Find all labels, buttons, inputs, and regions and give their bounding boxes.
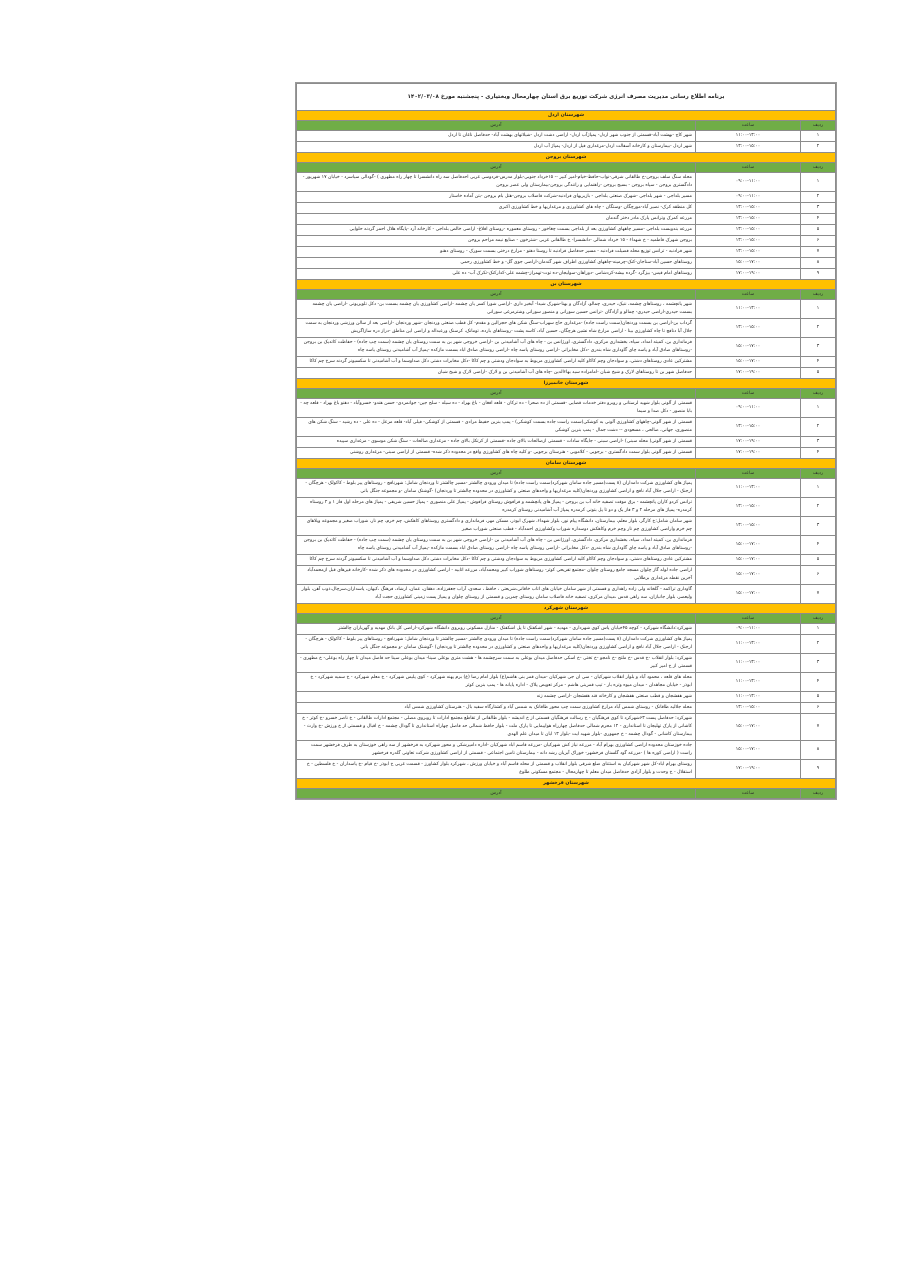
section-title: شهرستان فرخشهر — [297, 779, 836, 789]
table-row — [297, 448, 836, 459]
row-number-cell: ۵ — [801, 368, 836, 379]
column-header-address: آدرس — [297, 163, 696, 173]
row-number-cell: ۱ — [801, 131, 836, 142]
address-cell: شهرکرد: حدفاصل پست ۶۳شهرکرد تا کوی فرهنگیان - خ رسالت فرهنگیان قسمتی از خ اندیشه - بلوار طالقانی از تقاطع مجتمع ادارات تا روبروی مصلی - مجتمع ادارات طالقانی - خ ناصر خسرو -خ کوثر - خ کاشانی از پارک تهلیجان تا استانداری - ۱۲ محرم شمالی حدفاصل چهارراه هواپیمایی تا پارک ملت - بلوار حافظ شمالی حد فاصل چهاراه استانداری تا گودال چشمه - خ اقبال و قسمتی از خ ورزش -خ وارث - بیمارستان کاشانی - گودال چشمه - خ جمهوری -بلوار شهید ایت -بلوار ۱۳ ابان تا میدان علم الهدی — [297, 714, 696, 741]
address-cell: گاوداری تراکمه - گلخانه ولی زاده راهداری و قسمتی از شهر سامان خیابان های اتاب خاقانی،شریعتی ، حافظ ، سعدی، آراب جعفرزاده، دهقان، عمان، ارشاد، فرهنگ ،کیهان، پاسداران،سرچال،ذوب آهن، بلوار ولیعصر، بلوار جانبازان، سه راهی قدس ،میدان مرکزی، تصفیه خانه فاضلاب سامان روستای چمزین و قسمتی از روستای چلوان و پمپاژ پست زمینی کشاورزی حجت آباد — [297, 585, 696, 604]
time-cell: ۱۵:۰۰-۱۷:۰۰ — [696, 714, 801, 741]
table-row — [297, 585, 836, 604]
row-number-cell: ۴ — [801, 214, 836, 225]
row-number-cell: ۲ — [801, 142, 836, 153]
column-header-row — [297, 389, 836, 399]
table-row — [297, 673, 836, 692]
table-row — [297, 225, 836, 236]
column-header-address: آدرس — [297, 614, 696, 624]
address-cell: بروجن شهرک فاطمیه - خ شهداء - ۱۵ خرداد شمالی -دانشسرا- خ طالقانی غربی -شترخون - صنایع نیمه مزاحم بروجن — [297, 236, 696, 247]
table-row — [297, 173, 836, 192]
address-cell: قسمتی از آلونی بلوار شهید لرستانی و روبرو دفتر خدمات قضایی -قسمتی از ده صحرا - ده ترکان - قلعه افغان - باغ بهزاد - ده سیله - سلح جین- جوانمردی- حسن هندو- خسروآباد - دهنو باغ بهزاد - قلعه چه - بابا منصور - دکل صدا و سیما — [297, 399, 696, 418]
time-cell: ۱۳:۰۰-۱۵:۰۰ — [696, 247, 801, 258]
row-number-cell: ۴ — [801, 673, 836, 692]
table-row — [297, 399, 836, 418]
address-cell: فرمانداری بن، کمیته امداد، سپاه، بخشداری مرکزی، دادگستری، اورژانس بن - چاه های آب آشامیدنی بن -اراضی خروجی شهر بن به سمت روستای یان چشمه (سمت چپ جاده) - حفاظت کاتدیک بن بروجن -روستاهای صادق آباد و پاسه چای گاوداری شاه بندری -دکل مخابراتی -اراضی روستای پاسه چاه -اراضی روستای صادق اباد بسمت مازکده -پمپاژ آب آشامیدنی روستای یاسه چاه — [297, 338, 696, 357]
address-cell: محله جلالیه طاقانک - روستای شمس آباد مزارع کشاورزی سمت چپ محور طاقانک به شمس آباد و کشتارگاه سفید بال - هنرستان کشاورزی شمس آباد — [297, 703, 696, 714]
time-cell: ۱۳:۰۰-۱۵:۰۰ — [696, 498, 801, 517]
row-number-cell: ۵ — [801, 555, 836, 566]
column-header-row-number: ردیف — [801, 389, 836, 399]
time-cell: ۱۱:۰۰-۱۳:۰۰ — [696, 654, 801, 673]
table-row — [297, 714, 836, 741]
row-number-cell: ۳ — [801, 203, 836, 214]
address-cell: شهر یانچشمه ، روستاهای چشمه، ننیک، حیدری، چمالو، آزادگان و بهنا-شهرک شیدا- آبخیز داری -اراضی شورا کسر یان چشمه -اراضی کشاورزی یان چشمه بسمت بن- دکل تلویزیونی -اراضی یان چشمه بسمت حیدری-اراضی حیدری- چمالو و آزادگان -ترانس حسین سورانی و منصور سورانی وشترمرغی سورانی — [297, 300, 696, 319]
row-number-cell: ۶ — [801, 566, 836, 585]
table-row — [297, 437, 836, 448]
row-number-cell: ۲ — [801, 319, 836, 338]
column-header-row-number: ردیف — [801, 789, 836, 799]
table-row — [297, 357, 836, 368]
time-cell: ۱۱:۰۰-۱۳:۰۰ — [696, 131, 801, 142]
address-cell: شهر کاج -بهشت آباد-قسمتی از جنوب شهر اردل- پمپاژآب اردل- اراضی دشت اردل -شیلاتهای بهشت آباد- حدفاصل ناغان تا اردل — [297, 131, 696, 142]
address-cell: مسیر بلداجی - شهر بلداجی -شهرک صنعتی بلداجی - بازیرپهای فرادنبه-شرکت فاضلاب بروجن-هتل بام بروجن -بتن آماده خاستار — [297, 192, 696, 203]
row-number-cell: ۳ — [801, 338, 836, 357]
time-cell: ۱۱:۰۰-۱۳:۰۰ — [696, 673, 801, 692]
row-number-cell: ۳ — [801, 517, 836, 536]
row-number-cell: ۹ — [801, 760, 836, 779]
address-cell: فرمانداری بن، کمیته امداد، سپاه، بخشداری مرکزی، دادگستری، اورژانس بن - چاه های آب آشامیدنی بن -اراضی خروجی شهر بن به سمت روستای یان چشمه (سمت چپ جاده) - حفاظت کاتدیک بن بروجن -روستاهای صادق آباد و پاسه چای گاوداری شاه بندری -دکل مخابراتی -اراضی روستای پاسه چاه -اراضی روستای صادق اباد بسمت مازکده -پمپاژ آب آشامیدنی روستای یاسه چاه — [297, 536, 696, 555]
row-number-cell: ۴ — [801, 448, 836, 459]
row-number-cell: ۴ — [801, 357, 836, 368]
column-header-row-number: ردیف — [801, 163, 836, 173]
time-cell: ۱۳:۰۰-۱۵:۰۰ — [696, 214, 801, 225]
table-row — [297, 203, 836, 214]
column-header-row-number: ردیف — [801, 290, 836, 300]
address-cell: گرداب بن-اراضی بن بسمت وردنجان(سمت راست جاده) -مرغداری حاج سهراب-سنگ شکن های حجرالین و مقدم- کل قطب صنعتی وردنجان -شهر وردنجان -اراضی بعد از سالن ورزشی وردنجان به سمت جلال آبا دنافچ تا چاه کشاورزی بینا - اراضی مزارع شاه نشین هرچگان، حسین آباد، کاسه پشت -روستاهای بارده، تومانک، کرسنک ورعبداله و اراضی این مناطق -دراز دره سازاگریش — [297, 319, 696, 338]
time-cell: ۱۵:۰۰-۱۷:۰۰ — [696, 536, 801, 555]
table-row — [297, 247, 836, 258]
row-number-cell: ۱ — [801, 399, 836, 418]
table-row — [297, 692, 836, 703]
table-row — [297, 624, 836, 635]
time-cell: ۱۳:۰۰-۱۵:۰۰ — [696, 142, 801, 153]
time-cell: ۱۵:۰۰-۱۷:۰۰ — [696, 585, 801, 604]
section-title: شهرستان خانمیرزا — [297, 379, 836, 389]
time-cell: ۱۵:۰۰-۱۷:۰۰ — [696, 566, 801, 585]
address-cell: ترانس کردو کاران پانچشمه - برق موقت تصفیه خانه آب بن بروجن - پمپاژ های پانچشمه و فرافوش روستای فرافوش - پمپاژ علی منصوری - پمپاژ حسین شریفی - پمپاژ های مرحله اول فاز ۱ و ۲ روستاه کرمدره- پمپاژ های مرحله ۲ و ۳ فاز یک و دو تا پل بتونی کرمدره پمپاژ آب آشامیدنی روستای کرمدره — [297, 498, 696, 517]
column-header-address: آدرس — [297, 389, 696, 399]
table-row — [297, 741, 836, 760]
row-number-cell: ۴ — [801, 536, 836, 555]
section-title: شهرستان بن — [297, 280, 836, 290]
row-number-cell: ۱ — [801, 624, 836, 635]
row-number-cell: ۱ — [801, 479, 836, 498]
section-header-row — [297, 604, 836, 614]
time-cell: ۰۹:۰۰-۱۱:۰۰ — [696, 399, 801, 418]
row-number-cell: ۱ — [801, 173, 836, 192]
section-title: شهرستان بروجن — [297, 153, 836, 163]
time-cell: ۰۹:۰۰-۱۱:۰۰ — [696, 624, 801, 635]
row-number-cell: ۵ — [801, 692, 836, 703]
time-cell: ۱۳:۰۰-۱۵:۰۰ — [696, 703, 801, 714]
section-header-row — [297, 379, 836, 389]
row-number-cell: ۱ — [801, 300, 836, 319]
column-header-address: آدرس — [297, 121, 696, 131]
address-cell: قسمتی از شهر آلونی( محله سبنی) -اراضی سبنی - جایگاه سادات - قسمتی ازصالحات بالای جاده -قسمتی از کرتکل بالای جاده - مرغداری صالحات - سنگ شکن موسوی - مرغداری سپیده — [297, 437, 696, 448]
row-number-cell: ۷ — [801, 714, 836, 741]
section-header-row — [297, 459, 836, 469]
document-title: برنامه اطلاع رسانی مدیریت مصرف انرژی شرکت توزیع برق استان چهارمحال وبختیاری - پنجشنبه مورخ ۱۴۰۲/۰۳/۰۸ — [297, 84, 836, 111]
address-cell: پمپاژ های کشاورزی شرکت دامداران (۸ پست(مسیر جاده سامان شهرکرد(سمت راست جاده) تا میدان ورودی چالشتر -مسیر چالشتر تا وردنجان شامل: شهرنافچ - روستاهای پیر بلوط - کاکولک - هرچگان - ارجنک - اراضی جلال آباد نافچ و اراضی کشاورزی وردنجان(کلیه مرغداریها و واحدهای صنعتی و کشاورزی در محدوده چالشتر تا وردنجان) -گوشتک سامان -و مجموعه جنگل بانی — [297, 479, 696, 498]
table-row — [297, 760, 836, 779]
time-cell: ۱۷:۰۰-۱۹:۰۰ — [696, 760, 801, 779]
time-cell: ۱۳:۰۰-۱۵:۰۰ — [696, 418, 801, 437]
outage-schedule-sheet — [295, 82, 837, 800]
address-cell: جاده خوزستان محدوده اراضی کشاورزی بهرام آباد - مزرعه نیاز کش شهرکیان -مزرعه قاسم اباد شهرکیان -اداره دامپزشکی و محور شهرکرد به فرخشهر از سه راهی خوزستان به طرف فرخشهر سمت راست ( اراضی کوره ها ) -مزرعه گود گلستان فرخشهر- خوراک آبزیان رشد دانه - بیمارستان تامین اجتماعی - قسمتی از اراضی کشاورزی شرکت تعاونی گلدره فرخشهر — [297, 741, 696, 760]
column-header-time: ساعت — [696, 163, 801, 173]
row-number-cell: ۲ — [801, 192, 836, 203]
address-cell: مشترکین عادی روستاهای دشتی، و سوادجان وچم کاکاو کلیه اراضی کشاورزی مربوط به سوادجان ودشتی و چم کاکا -دکل مخابرات دشتی دکل صداوسما و آب آشامیدنی تا سکسیونر گردنه سرخ چم کاکا — [297, 357, 696, 368]
table-row — [297, 479, 836, 498]
address-cell: شهر فرادنبه - ترانس توزیع محله فضیلت فرادنبه - مسیر حدفاصل فرادنبه تا روستا دهنو - مزارع درختی بسمت سورک - روستای دهنو — [297, 247, 696, 258]
address-cell: شهرکرد:دانشگاه شهرکرد - کوچه ۴۵خیابان پاس کوی شهرداری - مهدیه - شهر اشکفتک تا پل اشکفتک - منازل مسکونی روبروی دانشگاه شهرکرد-اراضی کل بانک مهدیه و گهرباران چالشتر — [297, 624, 696, 635]
row-number-cell: ۲ — [801, 498, 836, 517]
section-title: شهرستان سامان — [297, 459, 836, 469]
time-cell: ۱۳:۰۰-۱۵:۰۰ — [696, 517, 801, 536]
time-cell: ۱۱:۰۰-۱۳:۰۰ — [696, 479, 801, 498]
time-cell: ۱۷:۰۰-۱۹:۰۰ — [696, 269, 801, 280]
row-number-cell: ۹ — [801, 269, 836, 280]
column-header-time: ساعت — [696, 389, 801, 399]
address-cell: قسمتی از شهر آلونی بلوار سمت دادگستری - برجویی - کلاموبی - هنرستان برجویی -و کلیه چاه های کشاورزی واقع در محدوده ذکر شده- قسمتی از اراضی سبنی- مرغداری روشنی — [297, 448, 696, 459]
time-cell: ۱۱:۰۰-۱۳:۰۰ — [696, 300, 801, 319]
address-cell: حدفاصل شهر بن تا روستاهای لارک و شیخ شبان -امامزاده سید بهاءالدین -چاه های آب آشامیدنی بن و لارک -اراضی لارک و شیخ شبان — [297, 368, 696, 379]
address-cell: روستاهای امام قیس- بیژگرد -گرده بیشه-کردشامی -دوراهان-سولیجان-ده توت-تهمراز-چشمه علی-کدارکنک-تکرک آب- ده علی — [297, 269, 696, 280]
row-number-cell: ۷ — [801, 585, 836, 604]
row-number-cell: ۸ — [801, 258, 836, 269]
table-row — [297, 536, 836, 555]
time-cell: ۱۳:۰۰-۱۵:۰۰ — [696, 203, 801, 214]
row-number-cell: ۳ — [801, 437, 836, 448]
address-cell: شهر اردل -بیمارستان و کارخانه آسفالت اردل-مرغداری فیل از اردل- پمپاژ آب اردل — [297, 142, 696, 153]
time-cell: ۱۵:۰۰-۱۷:۰۰ — [696, 741, 801, 760]
column-header-address: آدرس — [297, 469, 696, 479]
row-number-cell: ۸ — [801, 741, 836, 760]
row-number-cell: ۲ — [801, 635, 836, 654]
address-cell: مزرعه بندوبست بلداجی -مسیر چاههای کشاورزی بعد از بلداجی بسمت چغاخور - روستای معموره -روستای افلاغ- اراضی خالص بلداجی - کارخانه آرد -پایگاه هلال احمر گردنه حلوایی — [297, 225, 696, 236]
column-header-row — [297, 469, 836, 479]
section-title: شهرستان شهرکرد — [297, 604, 836, 614]
table-row — [297, 142, 836, 153]
column-header-address: آدرس — [297, 789, 696, 799]
column-header-address: آدرس — [297, 290, 696, 300]
column-header-time: ساعت — [696, 469, 801, 479]
table-row — [297, 192, 836, 203]
time-cell: ۱۵:۰۰-۱۷:۰۰ — [696, 357, 801, 368]
time-cell: ۱۵:۰۰-۱۷:۰۰ — [696, 338, 801, 357]
table-row — [297, 258, 836, 269]
table-row — [297, 214, 836, 225]
table-row — [297, 566, 836, 585]
column-header-time: ساعت — [696, 290, 801, 300]
column-header-time: ساعت — [696, 789, 801, 799]
table-row — [297, 319, 836, 338]
table-row — [297, 236, 836, 247]
time-cell: ۱۳:۰۰-۱۵:۰۰ — [696, 225, 801, 236]
table-row — [297, 517, 836, 536]
time-cell: ۱۱:۰۰-۱۳:۰۰ — [696, 635, 801, 654]
table-row — [297, 300, 836, 319]
address-cell: پمپاژ های کشاورزی شرکت دامداران (۸ پست(مسیر جاده سامان شهرکرد(سمت راست جاده) تا میدان ورودی چالشتر -مسیر چالشتر تا وردنجان شامل: شهرنافچ - روستاهای پیر بلوط - کاکولک - هرچگان - ارجنک - اراضی جلال آباد نافچ و اراضی کشاورزی وردنجان(کلیه مرغداریها و واحدهای صنعتی و کشاورزی در محدوده چالشتر تا وردنجان) -گوشتک سامان -و مجموعه جنگل بانی — [297, 635, 696, 654]
row-number-cell: ۲ — [801, 418, 836, 437]
table-row — [297, 703, 836, 714]
section-header-row — [297, 153, 836, 163]
column-header-time: ساعت — [696, 614, 801, 624]
row-number-cell: ۶ — [801, 236, 836, 247]
time-cell: ۱۷:۰۰-۱۹:۰۰ — [696, 448, 801, 459]
address-cell: کل منطقه کرک- نصیر آباد-مورچگان -وستگان - چاه های کشاورزی و مرغداریها و خط کشاورزی اکبری — [297, 203, 696, 214]
table-row — [297, 498, 836, 517]
address-cell: روستای بهرام اباد-کل شهر شهرکیان به استثنای ضلع شرقی بلوار انقلاب و قسمتی از محله قاسم آباد و خیابان ورزش ، شهرکرد بلوار کشاورز - قسمت غربی خ ابوذر -خ قیام -خ پاسداران - خ فلسطین - خ استقلال - خ وحدت و بلوار آزادی حدفاصل میدان معلم تا چهارمحال - مجتمع مسکونی طلوع — [297, 760, 696, 779]
section-header-row — [297, 111, 836, 121]
row-number-cell: ۶ — [801, 703, 836, 714]
column-header-row-number: ردیف — [801, 469, 836, 479]
table-row — [297, 418, 836, 437]
address-cell: اراضی جاده لوله گاز چلوان مسجد جامع روستای چلوان -مجتمع تفریحی کوثر- روستاهای شوراب کبیر ومحمدآباد، مزرعه اتابیه - اراضی کشاورزی در محدوده های ذکر شده -کارخانه قیرهای قبل ازمحمدآباد آخرین نقطه مرغداری برطلایی — [297, 566, 696, 585]
table-row — [297, 131, 836, 142]
row-number-cell: ۳ — [801, 654, 836, 673]
row-number-cell: ۷ — [801, 247, 836, 258]
address-cell: شهرکرد: بلوار انقلاب -خ قدس -خ ملتج -خ نامجو -خ تختی -خ اسکی حدفاصل میدان بوعلی به سمت سرچشمه ها - هشت متری بوعلی سینا- میدان بوعلی سینا حد فاصل میدان تا چهار راه بوعلی- خ مطهری - قسمتی از خ امیر کبیر — [297, 654, 696, 673]
time-cell: ۰۹:۰۰-۱۱:۰۰ — [696, 173, 801, 192]
section-title: شهرستان اردل — [297, 111, 836, 121]
column-header-row — [297, 789, 836, 799]
address-cell: مشترکین عادی روستاهای دشتی، و سوادجان وچم کاکاو کلیه اراضی کشاورزی مربوط به سوادجان ودشتی و چم کاکا -دکل مخابرات دشتی دکل صداوسما و آب آشامیدنی تا سکسیونر گردنه سرخ چم کاکا — [297, 555, 696, 566]
time-cell: ۱۷:۰۰-۱۹:۰۰ — [696, 368, 801, 379]
table-row — [297, 338, 836, 357]
time-cell: ۱۷:۰۰-۱۹:۰۰ — [696, 437, 801, 448]
time-cell: ۱۵:۰۰-۱۷:۰۰ — [696, 555, 801, 566]
column-header-row — [297, 121, 836, 131]
table-row — [297, 555, 836, 566]
table-row — [297, 368, 836, 379]
address-cell: محله های قلعه ، محمود آباد و بلوار انقلاب شهرکیان - سی ان جی شهرکیان -میدان قمر بنی هاشم(ع) بلوار امام رضا (ع) برم پهنه شهرکرد - کوی پلیس شهرکرد - خ معلم شهرکرد - خ سمیه شهرکرد - خ ابوذر - خیابان مجاهدان - میدان میوه وتره بار - تیپ قمربنی هاشم - مرکز تعویض پلاک - اداره پایانه ها - پمپ بنزین کوثر — [297, 673, 696, 692]
time-cell: ۱۳:۰۰-۱۵:۰۰ — [696, 236, 801, 247]
time-cell: ۱۱:۰۰-۱۳:۰۰ — [696, 692, 801, 703]
column-header-row — [297, 290, 836, 300]
time-cell: ۱۳:۰۰-۱۵:۰۰ — [696, 319, 801, 338]
table-row — [297, 654, 836, 673]
address-cell: شهر هفشجان و قطب صنعتی هفشجان و کارخانه قند هفشجان -اراضی چشمه زنه — [297, 692, 696, 703]
column-header-row — [297, 163, 836, 173]
time-cell: ۱۵:۰۰-۱۷:۰۰ — [696, 258, 801, 269]
address-cell: شهر سامان شامل:خ کارگر، بلوار معلم، بیمارستان، دانشگاه پیام نور، بلوار شهداء، شهرک ابوذر، مسکن مهر، فرمانداری و دادگستری روستاهای کاهکش، چم خرم، چم نار، شوراب صغیر و مجموعه ویلاهای چم خرم واراضی کشاورزی چم نار وچم خرم وکاهکش دوسداره شوراب وکشاورزی احمدآباد - قطب صنعتی شوراب صغیر — [297, 517, 696, 536]
address-cell: مزرعه کمرک وترانس پارک مادر دختر گندمان — [297, 214, 696, 225]
address-cell: محله سنگ سلف بروجن-خ طالقانی شرقی-نواب-حافظ-خیام-امیر کبیر -- ۱۵خرداد جنوبی-بلوار مدرس-فردوسی غربی احدفاصل سه راه دانشسرا تا چهار راه مطهری ) -گودالی سیاسرد - خیابان ۱۷ شهریور - دادگستری بروجن - سپاه بروجن - بسیج بروجن -راهنمایی و رانندگی بروجن-بیمارستان ولی عصر بروجن — [297, 173, 696, 192]
section-header-row — [297, 779, 836, 789]
column-header-row-number: ردیف — [801, 614, 836, 624]
outage-schedule-table — [296, 83, 836, 799]
row-number-cell: ۵ — [801, 225, 836, 236]
column-header-time: ساعت — [696, 121, 801, 131]
address-cell: قسمتی از شهر آلونی-چاههای کشاورزی آلونی به کوشکی(سمت راست جاده بسمت کوشکی) - پمپ بنزین حفیظ مرادی - قسمتی از کوشکی- فیلی آباد- قلعه مزعل - ده علی - ده رشید - سنگ شکن های منصوری، جهانی، صالحی ، مسعودی -- دشت جمال - پمپ بنزین کوشکی — [297, 418, 696, 437]
time-cell: ۰۹:۰۰-۱۱:۰۰ — [696, 192, 801, 203]
column-header-row — [297, 614, 836, 624]
address-cell: روستاهای حسین آباد-سناجان-کنک-چرمینه-چاههای کشاورزی اطراف شهر گندمان-اراضی جوی گل- و خط کشاورزی رحمی — [297, 258, 696, 269]
table-row — [297, 635, 836, 654]
section-header-row — [297, 280, 836, 290]
table-row — [297, 269, 836, 280]
column-header-row-number: ردیف — [801, 121, 836, 131]
